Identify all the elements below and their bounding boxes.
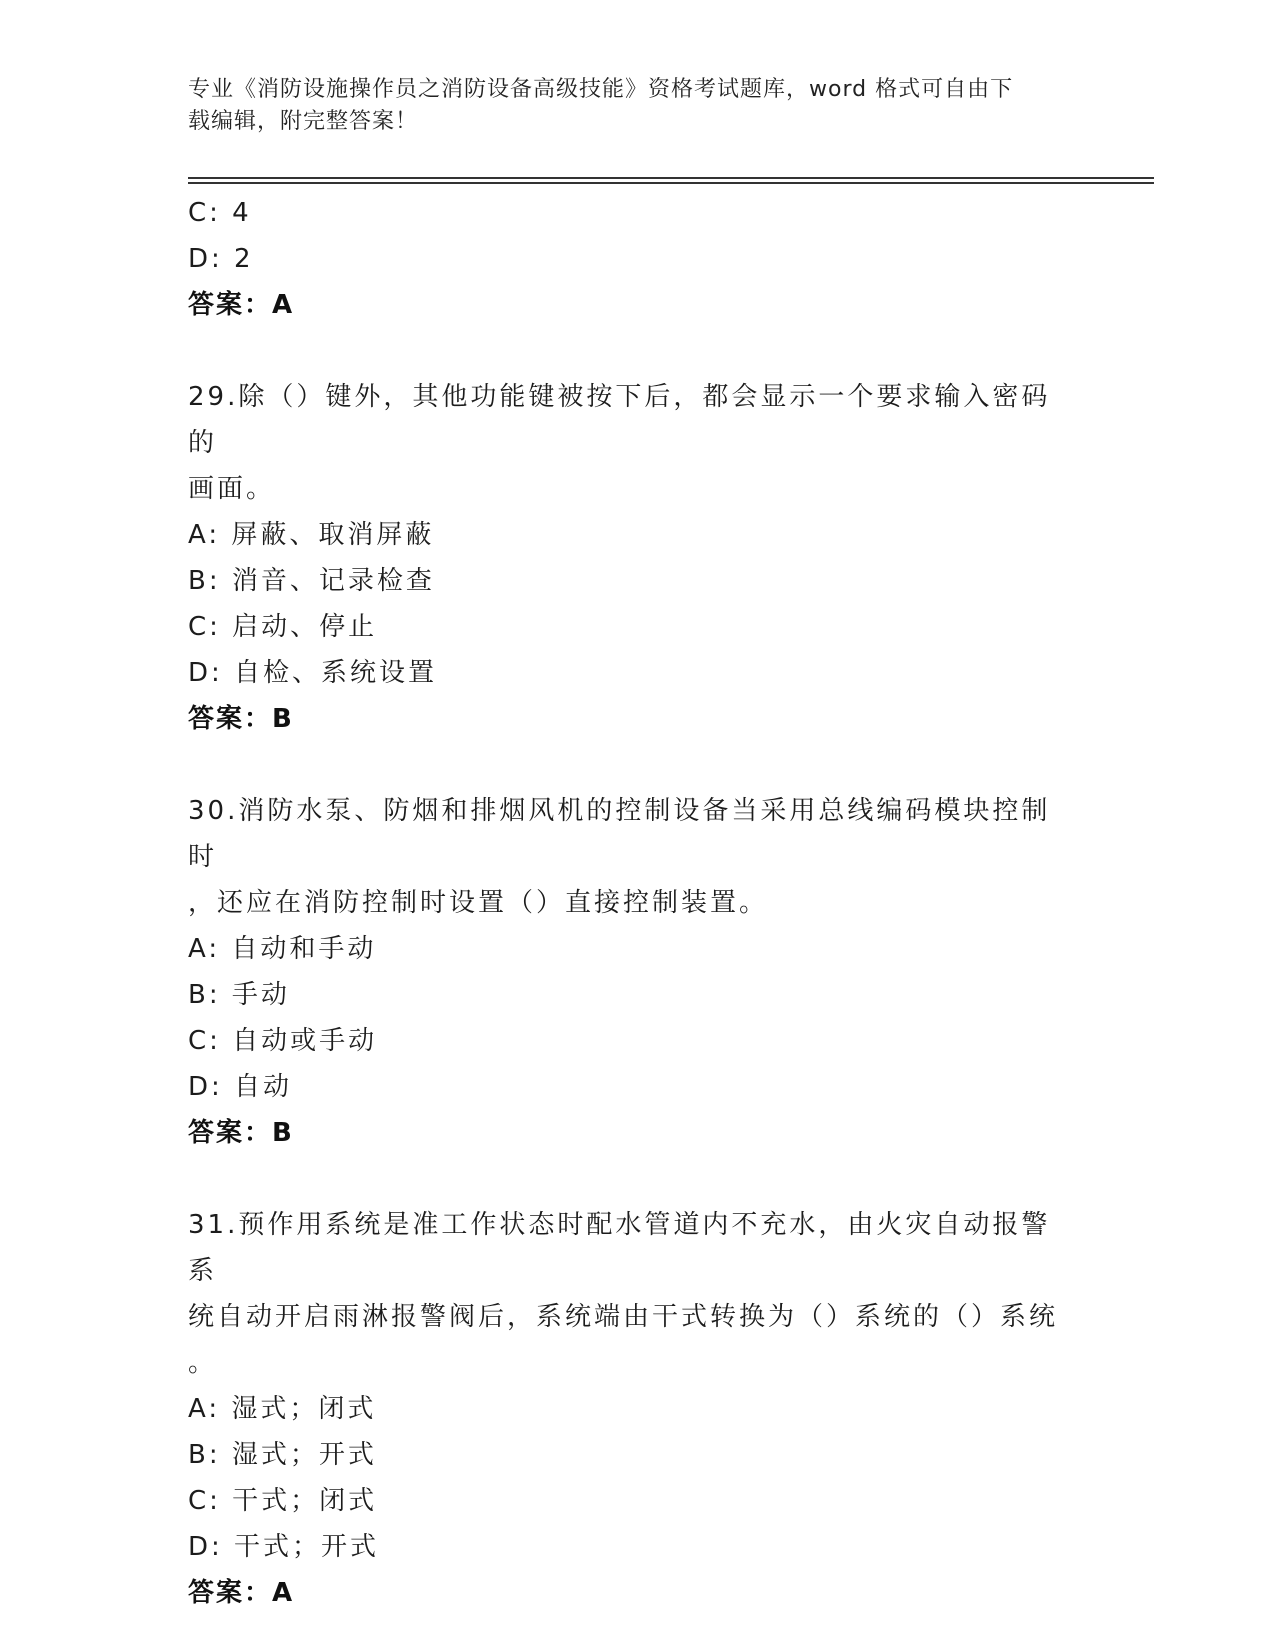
option-c: C: 干式；闭式	[188, 1486, 378, 1516]
answer-line: 答案：B	[188, 704, 294, 734]
stem-line: 统自动开启雨淋报警阀后，系统端由干式转换为（）系统的（）系统	[188, 1302, 1059, 1332]
question-stem	[188, 788, 1078, 926]
stem-line: 31.预作用系统是准工作状态时配水管道内不充水，由火灾自动报警系	[188, 1210, 1051, 1286]
answer-line: 答案：A	[188, 1578, 295, 1608]
option-a: A: 湿式；闭式	[188, 1394, 377, 1424]
answer-line: 答案：A	[188, 290, 295, 320]
option-c: C: 4	[188, 198, 252, 228]
stem-line: 30.消防水泵、防烟和排烟风机的控制设备当采用总线编码模块控制时	[188, 796, 1051, 872]
option-b: B: 手动	[188, 980, 290, 1010]
stem-line: 29.除（）键外，其他功能键被按下后，都会显示一个要求输入密码的	[188, 382, 1051, 458]
option-a: A: 屏蔽、取消屏蔽	[188, 520, 435, 550]
stem-line: 。	[188, 1348, 218, 1378]
document-header	[188, 74, 1068, 138]
spacer	[188, 742, 1078, 788]
stem-line: 画面。	[188, 474, 276, 504]
header-divider-bottom	[188, 182, 1154, 184]
option-c: C: 启动、停止	[188, 612, 378, 642]
spacer	[188, 328, 1078, 374]
option-d: D: 干式；开式	[188, 1532, 380, 1562]
question-28-tail	[188, 190, 1078, 328]
header-line-2: 载编辑，附完整答案！	[188, 109, 419, 134]
spacer	[188, 1156, 1078, 1202]
question-list	[188, 190, 1078, 1616]
option-b: B: 湿式；开式	[188, 1440, 377, 1470]
question-stem	[188, 1202, 1078, 1386]
option-d: D: 自检、系统设置	[188, 658, 438, 688]
header-line-1: 专业《消防设施操作员之消防设备高级技能》资格考试题库，word 格式可自由下	[188, 77, 1014, 102]
header-divider-top	[188, 177, 1154, 179]
question-stem	[188, 374, 1078, 512]
option-d: D: 2	[188, 244, 254, 274]
option-d: D: 自动	[188, 1072, 293, 1102]
option-a: A: 自动和手动	[188, 934, 377, 964]
question-30	[188, 788, 1078, 1156]
answer-line: 答案：B	[188, 1118, 294, 1148]
question-29	[188, 374, 1078, 742]
question-31	[188, 1202, 1078, 1616]
stem-line: ，还应在消防控制时设置（）直接控制装置。	[188, 888, 769, 918]
option-c: C: 自动或手动	[188, 1026, 378, 1056]
option-b: B: 消音、记录检查	[188, 566, 435, 596]
